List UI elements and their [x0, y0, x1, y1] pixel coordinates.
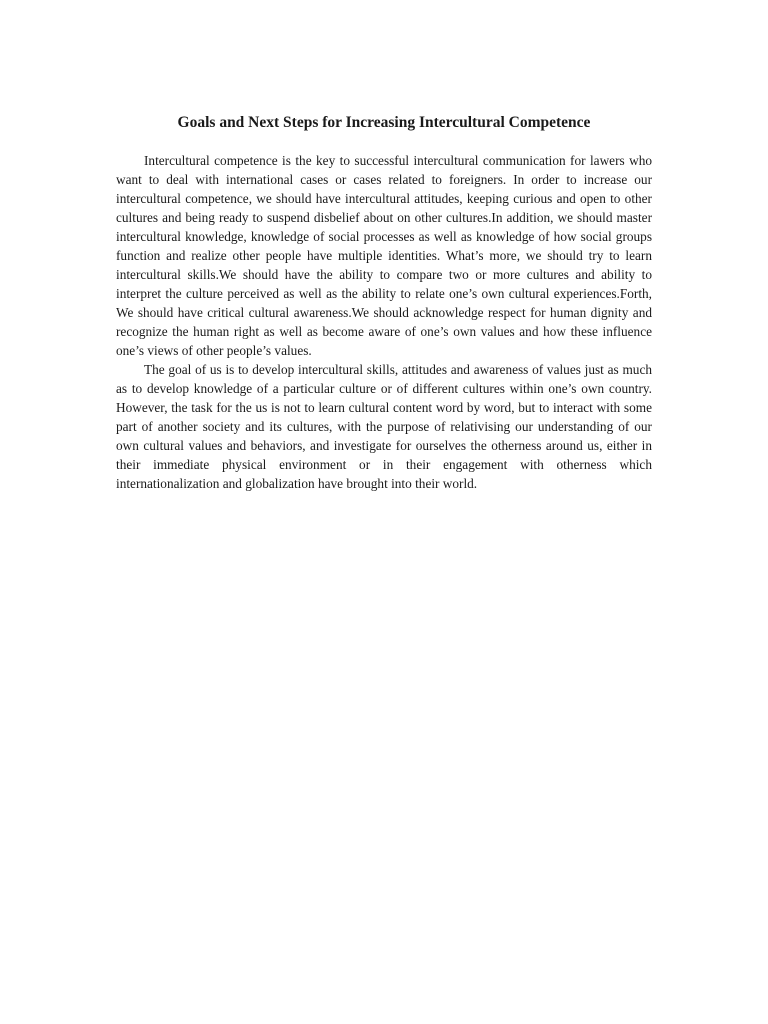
- paragraph-1: Intercultural competence is the key to successful intercultural communication for lawers who want to deal with international cases or cases related to foreigners. In order to increase our intercultural competence, we should have intercultural attitudes, keeping curious and open to other cultures and being ready to suspend disbelief about on other cultures.In addition, we should master intercultural knowledge, knowledge of social processes as well as knowledge of how social groups function and realize other people have multiple identities. What’s more, we should try to learn intercultural skills.We should have the ability to compare two or more cultures and ability to interpret the culture perceived as well as the ability to relate one’s own cultural experiences.Forth, We should have critical cultural awareness.We should acknowledge respect for human dignity and recognize the human right as well as become aware of one’s own values and how these influence one’s views of other people’s values.: [116, 153, 652, 358]
- paragraph-2: The goal of us is to develop intercultural skills, attitudes and awareness of values just as much as to develop knowledge of a particular culture or of different cultures within one’s own country. However, the task for the us is not to learn cultural content word by word, but to interact with some part of another society and its cultures, with the purpose of relativising our understanding of our own cultural values and behaviors, and investigate for ourselves the otherness around us, either in their immediate physical environment or in their engagement with otherness which internationalization and globalization have brought into their world.: [116, 362, 652, 491]
- document-title: Goals and Next Steps for Increasing Intercultural Competence: [177, 114, 591, 131]
- document-body: [116, 151, 652, 493]
